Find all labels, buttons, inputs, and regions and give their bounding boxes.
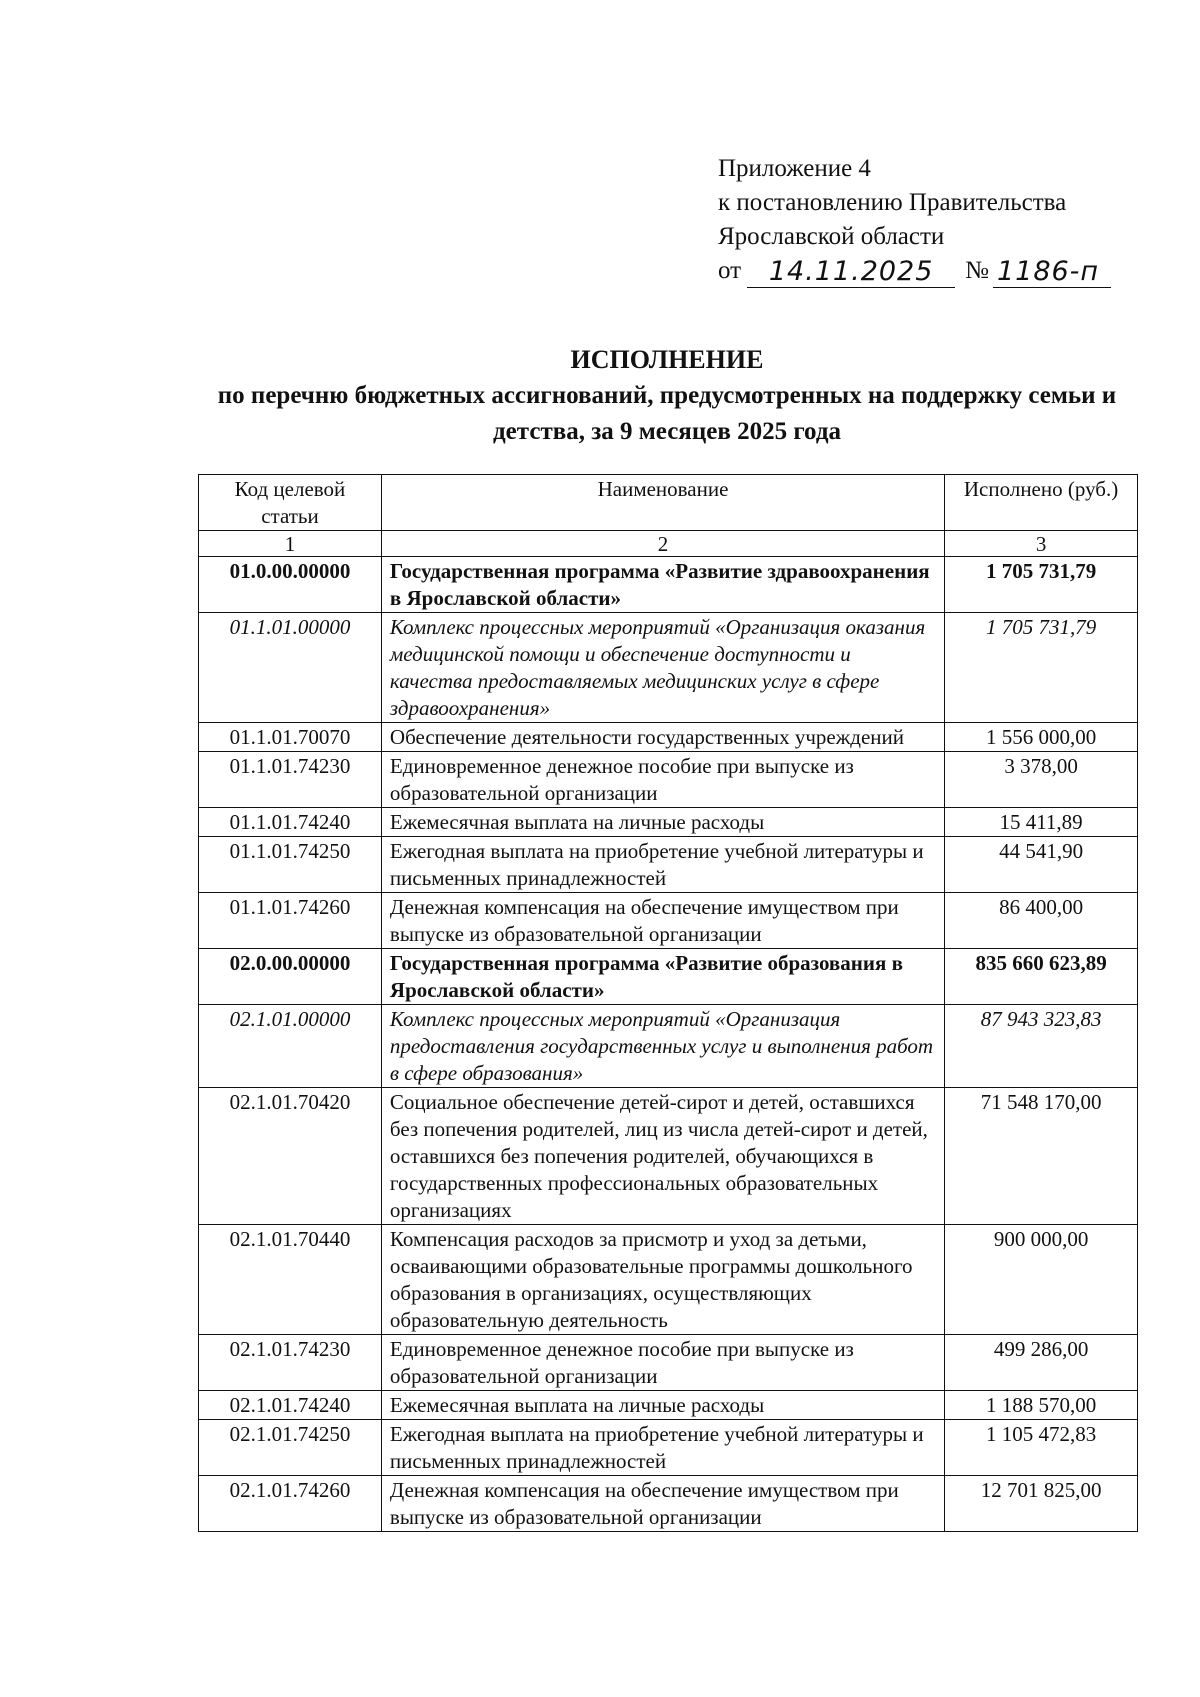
row-name: Социальное обеспечение детей-сирот и детей, оставшихся без попечения родителей, лиц из числа детей-сирот и детей, оставшихся без попечения родителей, обучающихся в государственных профессиональных образовательных организациях [381, 1088, 944, 1225]
row-name: Ежегодная выплата на приобретение учебной литературы и письменных принадлежностей [381, 1420, 944, 1476]
row-amount: 71 548 170,00 [945, 1088, 1138, 1225]
row-amount: 499 286,00 [945, 1335, 1138, 1391]
row-code: 02.1.01.74240 [199, 1391, 382, 1420]
row-name: Денежная компенсация на обеспечение имуществом при выпуске из образовательной организации [381, 893, 944, 949]
row-name: Единовременное денежное пособие при выпуске из образовательной организации [381, 752, 944, 808]
annex-line-1: Приложение 4 [718, 155, 871, 182]
row-name: Комплекс процессных мероприятий «Организация оказания медицинской помощи и обеспечение доступности и качества предоставляемых медицинских услуг в сфере здравоохранения» [381, 613, 944, 723]
row-amount: 900 000,00 [945, 1225, 1138, 1335]
table-row [199, 949, 1138, 1005]
row-amount: 1 556 000,00 [945, 723, 1138, 752]
row-name: Комплекс процессных мероприятий «Организация предоставления государственных услуг и выполнения работ в сфере образования» [381, 1005, 944, 1088]
row-name: Компенсация расходов за присмотр и уход за детьми, осваивающими образовательные программы дошкольного образования в организациях, осуществляющих образовательную деятельность [381, 1225, 944, 1335]
table-row [199, 752, 1138, 808]
row-amount: 44 541,90 [945, 837, 1138, 893]
table-row [199, 893, 1138, 949]
budget-table [198, 474, 1138, 1532]
document-title: ИСПОЛНЕНИЕ [570, 345, 764, 374]
row-code: 02.0.00.00000 [199, 949, 382, 1005]
row-code: 01.1.01.00000 [199, 613, 382, 723]
row-code: 01.1.01.74250 [199, 837, 382, 893]
row-code: 01.1.01.74260 [199, 893, 382, 949]
table-row [199, 723, 1138, 752]
row-code: 01.1.01.74240 [199, 808, 382, 837]
table-row [199, 1420, 1138, 1476]
row-amount: 1 705 731,79 [945, 613, 1138, 723]
handwritten-number: 1186-п [993, 257, 1111, 288]
table-row [199, 808, 1138, 837]
row-code: 02.1.01.74250 [199, 1420, 382, 1476]
row-amount: 3 378,00 [945, 752, 1138, 808]
table-row [199, 557, 1138, 613]
column-number: 3 [945, 531, 1138, 557]
column-number: 1 [199, 531, 382, 557]
from-label: от [718, 257, 742, 284]
table-header-row [199, 475, 1138, 531]
row-name: Единовременное денежное пособие при выпуске из образовательной организации [381, 1335, 944, 1391]
header-name: Наименование [381, 475, 944, 531]
row-amount: 12 701 825,00 [945, 1476, 1138, 1532]
table-row [199, 613, 1138, 723]
row-amount: 835 660 623,89 [945, 949, 1138, 1005]
handwritten-date: 14.11.2025 [747, 257, 955, 288]
row-name: Денежная компенсация на обеспечение имуществом при выпуске из образовательной организации [381, 1476, 944, 1532]
column-number: 2 [381, 531, 944, 557]
row-name: Государственная программа «Развитие здравоохранения в Ярославской области» [381, 557, 944, 613]
table-row [199, 1391, 1138, 1420]
row-amount: 86 400,00 [945, 893, 1138, 949]
row-amount: 1 105 472,83 [945, 1420, 1138, 1476]
row-code: 01.1.01.70070 [199, 723, 382, 752]
table-row [199, 1088, 1138, 1225]
table-row [199, 1335, 1138, 1391]
row-code: 01.0.00.00000 [199, 557, 382, 613]
annex-date-number-line [718, 254, 1111, 288]
column-number-row [199, 531, 1138, 557]
row-name: Обеспечение деятельности государственных учреждений [381, 723, 944, 752]
table-row [199, 1005, 1138, 1088]
annex-block [718, 152, 1111, 288]
row-code: 02.1.01.74230 [199, 1335, 382, 1391]
header-code: Код целевой статьи [199, 475, 382, 531]
row-code: 01.1.01.74230 [199, 752, 382, 808]
document-subtitle: по перечню бюджетных ассигнований, предусмотренных на поддержку семьи и детства, за 9 месяцев 2025 года [217, 382, 1117, 445]
number-sign: № [965, 257, 989, 284]
row-code: 02.1.01.74260 [199, 1476, 382, 1532]
header-amount: Исполнено (руб.) [945, 475, 1138, 531]
table-row [199, 1225, 1138, 1335]
row-name: Ежемесячная выплата на личные расходы [381, 808, 944, 837]
row-amount: 15 411,89 [945, 808, 1138, 837]
table-row [199, 837, 1138, 893]
row-code: 02.1.01.70440 [199, 1225, 382, 1335]
annex-line-3: Ярославской области [718, 223, 945, 250]
row-name: Ежемесячная выплата на личные расходы [381, 1391, 944, 1420]
row-code: 02.1.01.00000 [199, 1005, 382, 1088]
row-name: Ежегодная выплата на приобретение учебной литературы и письменных принадлежностей [381, 837, 944, 893]
table-row [199, 1476, 1138, 1532]
row-amount: 87 943 323,83 [945, 1005, 1138, 1088]
row-amount: 1 188 570,00 [945, 1391, 1138, 1420]
annex-line-2: к постановлению Правительства [718, 189, 1067, 216]
row-name: Государственная программа «Развитие образования в Ярославской области» [381, 949, 944, 1005]
row-code: 02.1.01.70420 [199, 1088, 382, 1225]
row-amount: 1 705 731,79 [945, 557, 1138, 613]
